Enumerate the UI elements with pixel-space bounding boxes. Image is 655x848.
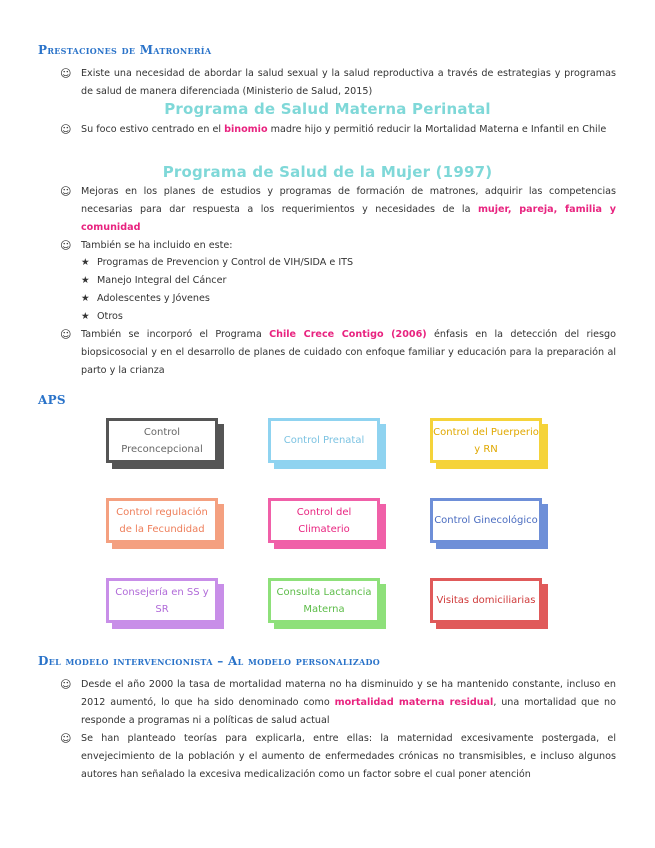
- aps-box-fecundidad: Control regulación de la Fecundidad: [106, 498, 218, 543]
- program-title-materna: Programa de Salud Materna Perinatal: [164, 100, 491, 118]
- star-icon: ★: [81, 311, 90, 322]
- highlight-mujer: mujer, pareja, familia y comunidad: [81, 204, 616, 233]
- list-item: [81, 308, 123, 326]
- smiley-icon: ☺: [60, 732, 72, 745]
- list-item: [81, 254, 353, 272]
- paragraph-chile-crece: [81, 326, 616, 380]
- section-title-prestaciones: Prestaciones de Matronería: [38, 43, 212, 57]
- star-icon: ★: [81, 293, 90, 304]
- aps-box-preconcepcional: Control Preconcepcional: [106, 418, 218, 463]
- smiley-icon: ☺: [60, 67, 72, 80]
- text-span: Mejoras en los planes de estudios y programas de formación de matrones, adquirir las competencias necesarias para dar respuesta a los requerimientos y necesidades de la: [81, 186, 616, 215]
- aps-box-prenatal: Control Prenatal: [268, 418, 380, 463]
- aps-box-puerperio: Control del Puerperio y RN: [430, 418, 542, 463]
- section-title-modelo: Del modelo intervencionista – Al modelo personalizado: [38, 654, 381, 668]
- paragraph-incluido: También se ha incluido en este:: [81, 240, 233, 251]
- list-item-label: Adolescentes y Jóvenes: [97, 293, 210, 304]
- text-span: También se incorporó el Programa: [81, 329, 270, 340]
- paragraph-teorias: Se han planteado teorías para explicarla, entre ellas: la maternidad excesivamente postergada, el envejecimiento de la población y el aumento de enfermedades crónicas no transmisibles, e incluso algunos autores han señalado la excesiva medicalización como un factor sobre el cual poner atención: [81, 733, 616, 780]
- program-title-mujer: Programa de Salud de la Mujer (1997): [162, 163, 493, 181]
- aps-box-lactancia: Consulta Lactancia Materna: [268, 578, 380, 623]
- text-span: énfasis en la detección del riesgo biopsicosocial y en el desarrollo de planes de cuidado con enfoque familiar y educación para la preparación al parto y la crianza: [81, 329, 616, 376]
- smiley-icon: ☺: [60, 678, 72, 691]
- aps-box-visitas: Visitas domiciliarias: [430, 578, 542, 623]
- list-item: [81, 290, 210, 308]
- paragraph-mortalidad: [81, 676, 616, 730]
- highlight-binomio: binomio: [224, 124, 268, 135]
- list-item-label: Manejo Integral del Cáncer: [97, 275, 227, 286]
- paragraph-necesidad: Existe una necesidad de abordar la salud sexual y la salud reproductiva a través de estrategias y programas de salud de manera diferenciada (Ministerio de Salud, 2015): [81, 68, 616, 97]
- aps-box-consejeria: Consejería en SS y SR: [106, 578, 218, 623]
- list-item-label: Programas de Prevencion y Control de VIH/SIDA e ITS: [97, 257, 354, 268]
- highlight-chile-crece: Chile Crece Contigo (2006): [269, 329, 427, 340]
- paragraph-binomio: [81, 121, 616, 139]
- aps-box-ginecologico: Control Ginecológico: [430, 498, 542, 543]
- text-span: Desde el año 2000 la tasa de mortalidad materna no ha disminuido y se ha mantenido constante, incluso en 2012 aumentó, lo que ha sido denominado como: [81, 679, 616, 708]
- smiley-icon: ☺: [60, 328, 72, 341]
- smiley-icon: ☺: [60, 123, 72, 136]
- section-title-aps: APS: [38, 393, 66, 407]
- list-item: [81, 272, 226, 290]
- smiley-icon: ☺: [60, 185, 72, 198]
- text-span: madre hijo y permitió reducir la Mortalidad Materna e Infantil en Chile: [267, 124, 607, 135]
- paragraph-mejoras: [81, 183, 616, 237]
- aps-box-climaterio: Control del Climaterio: [268, 498, 380, 543]
- star-icon: ★: [81, 275, 90, 286]
- text-span: , una mortalidad que no responde a programas ni a políticas de salud actual: [81, 697, 616, 726]
- smiley-icon: ☺: [60, 239, 72, 252]
- list-item-label: Otros: [97, 311, 123, 322]
- highlight-mortalidad: mortalidad materna residual: [334, 697, 494, 708]
- star-icon: ★: [81, 257, 90, 268]
- text-span: Su foco estivo centrado en el: [81, 124, 225, 135]
